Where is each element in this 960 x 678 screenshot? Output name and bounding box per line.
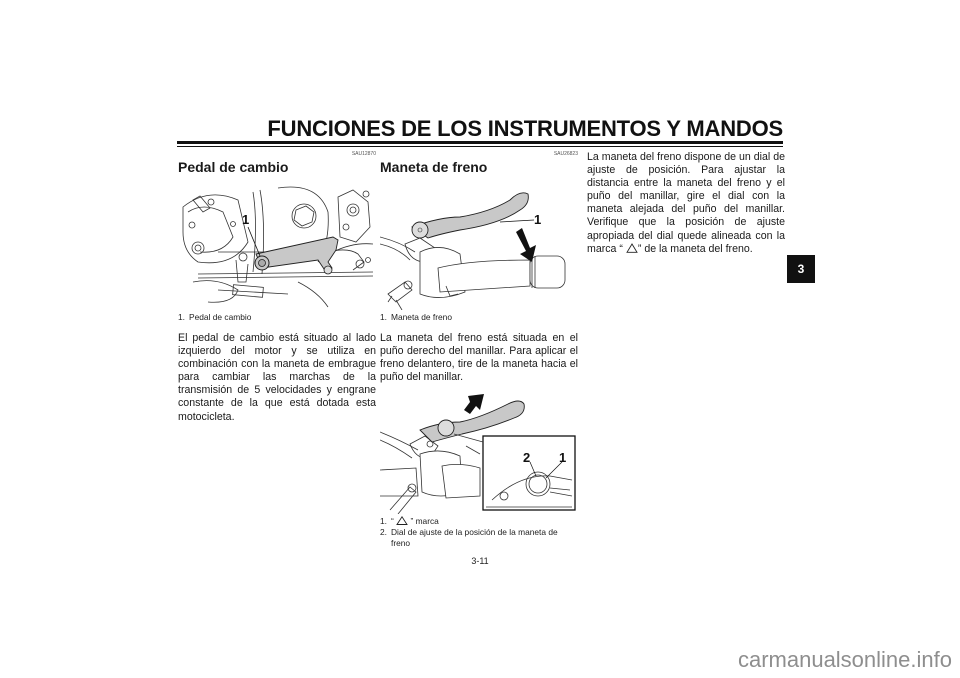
caption-item: 2. Dial de ajuste de la posición de la maneta de: [380, 527, 558, 538]
callout-1: 1: [559, 450, 567, 466]
chapter-tab: 3: [787, 255, 815, 283]
section-maneta-de-freno: [380, 150, 578, 549]
body-paragraph: La maneta del freno dispone de un dial de ajuste de posición. Para ajustar la distancia entre la maneta del freno y el puño del manillar, gire el dial con la maneta alejada del puño del manillar. Verifique que la posición de ajuste apropiada del dial quede alineada con la marca “ ” de la maneta del freno.: [587, 151, 785, 255]
figure-caption: 1. Pedal de cambio: [178, 312, 252, 322]
section-adjustment-text: [587, 151, 785, 256]
caption-item: 1. “ ” marca: [380, 516, 439, 527]
shift-pedal-illustration: [178, 182, 376, 310]
caption-item-continuation: freno: [391, 538, 411, 549]
brake-lever-illustration: [380, 182, 578, 310]
page-number: 3-11: [471, 556, 489, 566]
body-paragraph: El pedal de cambio está situado al lado izquierdo del motor y se utiliza en combinación con la maneta de embrague para cambiar las marchas de la transmisión de 5 velocidades y engrane constante de la que está dotada esta motocicleta.: [178, 332, 376, 423]
callout-1: 1: [242, 212, 250, 227]
section-code: SAU26823: [553, 151, 578, 157]
figure-caption: 1. Maneta de freno: [380, 312, 452, 322]
header-rule-thick: [177, 141, 783, 144]
brake-lever-drawing: [380, 182, 578, 310]
page-header-title: FUNCIONES DE LOS INSTRUMENTOS Y MANDOS: [267, 116, 783, 141]
watermark: carmanualsonline.info: [737, 647, 952, 672]
brake-lever-adjust-drawing: [380, 392, 578, 514]
triangle-mark-icon: [396, 516, 408, 525]
section-title: Pedal de cambio: [178, 159, 289, 175]
body-paragraph: La maneta del freno está situada en el puño derecho del manillar. Para aplicar el freno delantero, tire de la maneta hacia el puño del manillar.: [380, 332, 578, 384]
brake-lever-adjust-illustration: [380, 392, 578, 514]
section-title: Maneta de freno: [380, 159, 488, 175]
shift-pedal-drawing: [178, 182, 376, 310]
section-code: SAU12870: [351, 151, 376, 157]
callout-2: 2: [523, 450, 531, 466]
section-pedal-de-cambio: [178, 150, 376, 424]
callout-1: 1: [534, 212, 542, 227]
figure-caption-list: [380, 516, 578, 549]
header-rule-thin: [177, 146, 783, 147]
triangle-mark-icon: [626, 243, 638, 253]
